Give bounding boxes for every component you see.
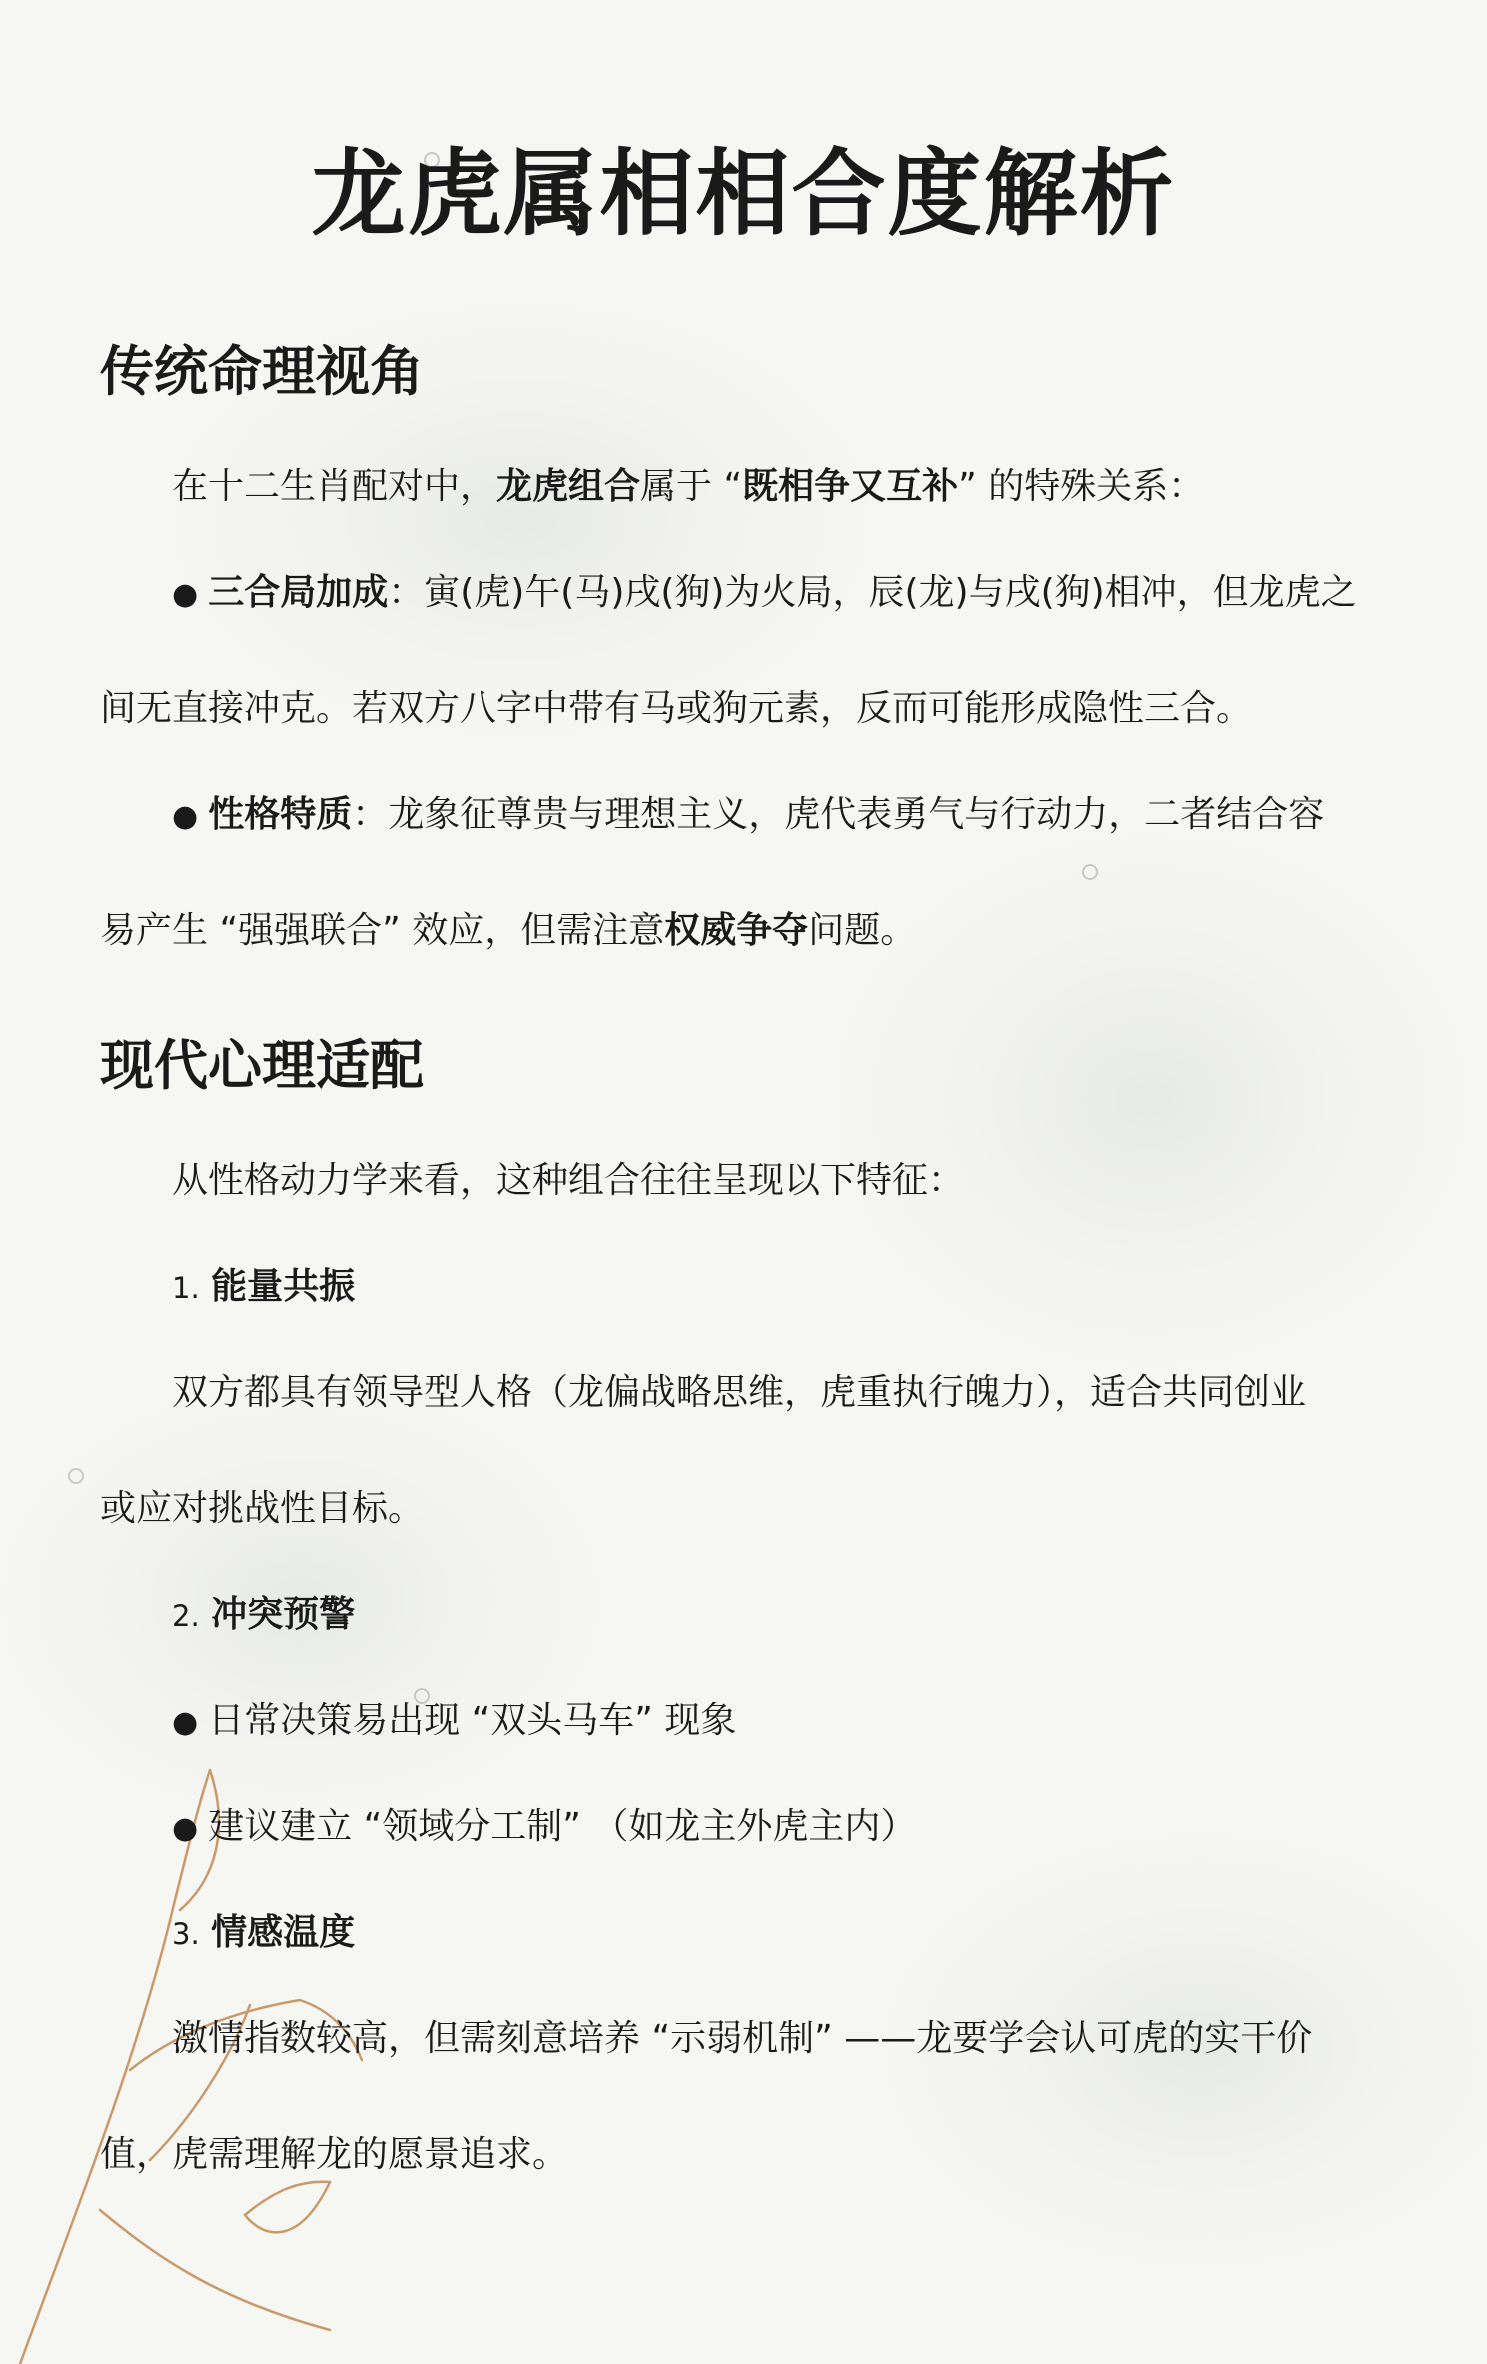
bold-phrase: 既相争又互补 bbox=[742, 466, 959, 507]
item-number: 1. bbox=[172, 1271, 200, 1305]
page-title: 龙虎属相相合度解析 bbox=[311, 140, 1176, 249]
item-emotion bbox=[172, 1908, 355, 1959]
section2-intro: 从性格动力学来看，这种组合往往呈现以下特征： bbox=[172, 1160, 965, 1201]
bullet-label: 性格特质 bbox=[208, 794, 353, 835]
item-energy-text: 双方都具有领导型人格（龙偏战略思维，虎重执行魄力），适合共同创业 bbox=[172, 1372, 1307, 1413]
bullet-icon: ● bbox=[172, 1811, 199, 1846]
section1-intro: 在十二生肖配对中，龙虎组合属于 “既相争又互补” 的特殊关系： bbox=[172, 466, 1205, 507]
item-energy-text-cont: 或应对挑战性目标。 bbox=[100, 1488, 425, 1529]
bold-phrase: 龙虎组合 bbox=[496, 466, 641, 507]
bullet-icon: ● bbox=[172, 799, 199, 834]
bullet-personality-cont: 易产生 “强强联合” 效应，但需注意权威争夺问题。 bbox=[100, 910, 917, 951]
item-emotion-text-cont: 值，虎需理解龙的愿景追求。 bbox=[100, 2134, 569, 2175]
bold-phrase: 权威争夺 bbox=[664, 910, 809, 951]
bullet-sanhe-cont: 间无直接冲克。若双方八字中带有马或狗元素，反而可能形成隐性三合。 bbox=[100, 688, 1253, 729]
item-label: 情感温度 bbox=[211, 1912, 356, 1953]
bullet-icon: ● bbox=[172, 1705, 199, 1740]
bullet-label: 三合局加成 bbox=[208, 572, 389, 613]
item-label: 冲突预警 bbox=[211, 1594, 356, 1635]
item-number: 3. bbox=[172, 1917, 200, 1951]
bullet-personality: ● 性格特质：龙象征尊贵与理想主义，虎代表勇气与行动力，二者结合容 bbox=[172, 794, 1325, 835]
section-heading-traditional: 传统命理视角 bbox=[100, 340, 424, 403]
item-number: 2. bbox=[172, 1599, 200, 1633]
bullet-icon: ● bbox=[172, 577, 199, 612]
bullet-sanhe: ● 三合局加成：寅(虎)午(马)戌(狗)为火局，辰(龙)与戌(狗)相冲，但龙虎之 bbox=[172, 572, 1357, 613]
conflict-bullet-1: ● 日常决策易出现 “双头马车” 现象 bbox=[172, 1700, 737, 1741]
conflict-bullet-2: ● 建议建立 “领域分工制” （如龙主外虎主内） bbox=[172, 1806, 917, 1847]
item-emotion-text: 激情指数较高，但需刻意培养 “示弱机制” ——龙要学会认可虎的实干价 bbox=[172, 2018, 1313, 2059]
item-energy bbox=[172, 1262, 355, 1313]
item-label: 能量共振 bbox=[211, 1266, 356, 1307]
item-conflict bbox=[172, 1590, 355, 1641]
section-heading-modern: 现代心理适配 bbox=[100, 1034, 424, 1097]
